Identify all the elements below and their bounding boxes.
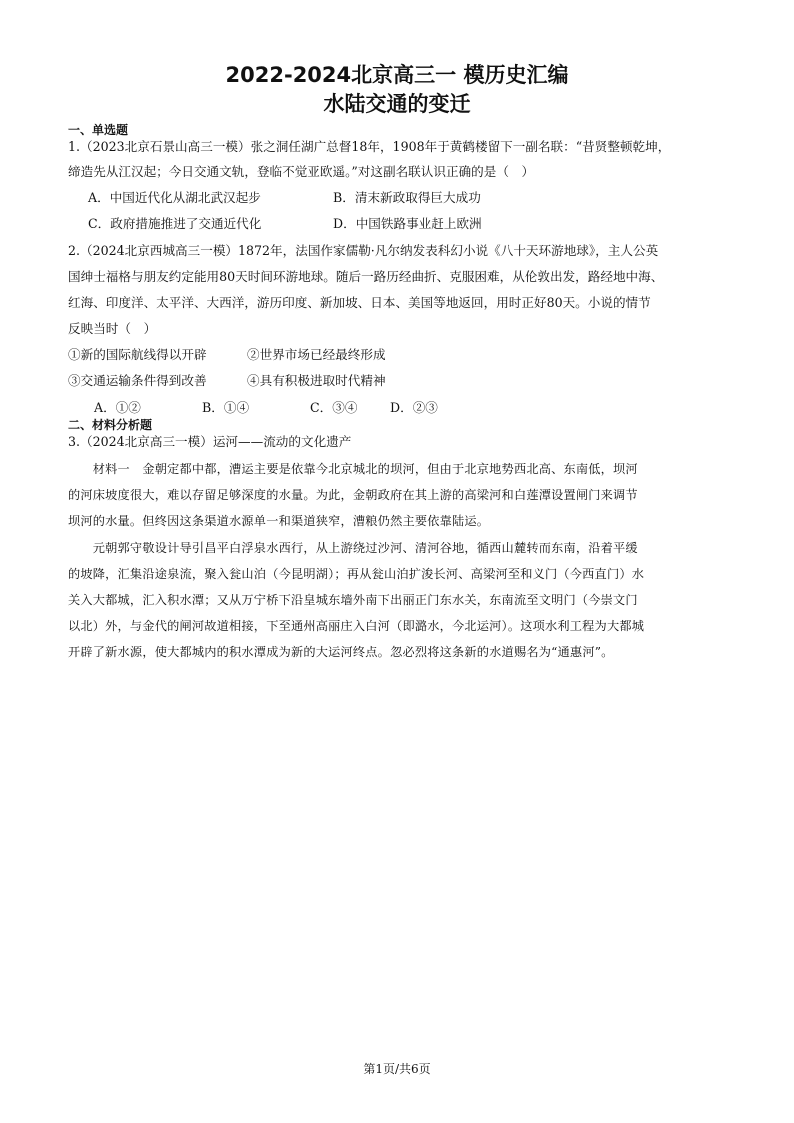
question-2-statement-3: ③交通运输条件得到改善 — [68, 373, 207, 388]
question-1-option-a: A．中国近代化从湖北武汉起步 — [88, 190, 261, 205]
material-2-line-2: 的坡降，汇集沿途泉流，聚入瓮山泊（今昆明湖）；再从瓮山泊扩浚长河、高梁河至和义门（今西直门）水 — [68, 567, 645, 581]
question-2-stem-line-3: 红海、印度洋、太平洋、大西洋，游历印度、新加坡、日本、美国等地返回，用时正好80天。小说的情节 — [68, 295, 651, 310]
material-2-line-1: 元朝郭守敬设计导引昌平白浮泉水西行，从上游绕过沙河、清河谷地，循西山麓转而东南，沿着平缓 — [68, 541, 638, 555]
material-2-line-4: 以北）外，与金代的闸河故道相接，下至通州高丽庄入白河（即潞水，今北运河）。这项水利工程为大都城 — [68, 619, 645, 633]
question-2-option-d: D．②③ — [390, 400, 438, 415]
question-2-stem-line-4: 反映当时（ ） — [68, 321, 157, 336]
material-2-line-3: 关入大都城，汇入积水潭；又从万宁桥下沿皇城东墙外南下出丽正门东水关，东南流至文明门（今崇文门 — [68, 593, 638, 607]
section-heading-single-choice: 一、单选题 — [68, 123, 129, 137]
material-2-line-5: 开辟了新水源，使大都城内的积水潭成为新的大运河终点。忽必烈将这条新的水道赐名为“通惠河”。 — [68, 645, 614, 659]
question-1-option-d: D．中国铁路事业赶上欧洲 — [333, 216, 482, 231]
question-2-stem-line-2: 国绅士福格与朋友约定能用80天时间环游地球。随后一路历经曲折、克服困难，从伦敦出发，路经地中海、 — [68, 269, 664, 284]
question-1-stem-line-1: 1.（2023北京石景山高三一模）张之洞任湖广总督18年，1908年于黄鹤楼留下一副名联：“昔贤整顿乾坤， — [68, 139, 671, 154]
question-2-option-b: B．①④ — [202, 400, 250, 415]
question-1-stem-line-2: 缔造先从江汉起；今日交通文轨，登临不觉亚欧遥。”对这副名联认识正确的是（ ） — [68, 164, 535, 179]
document-title: 2022-2024北京高三一 模历史汇编 — [225, 63, 569, 87]
question-1-option-c: C．政府措施推进了交通近代化 — [88, 216, 262, 231]
material-1-line-1: 材料一 金朝定都中都，漕运主要是依靠今北京城北的坝河，但由于北京地势西北高、东南低，坝河 — [68, 462, 638, 476]
section-heading-material-analysis: 二、材料分析题 — [68, 418, 153, 432]
question-2-statement-4: ④具有积极进取时代精神 — [247, 373, 386, 388]
question-1-option-b: B．清末新政取得巨大成功 — [333, 190, 481, 205]
page-number: 第1页/共6页 — [363, 1062, 431, 1076]
question-3-heading: 3.（2024北京高三一模）运河——流动的文化遗产 — [68, 434, 352, 449]
document-subtitle: 水陆交通的变迁 — [323, 92, 471, 116]
question-2-stem-line-1: 2.（2024北京西城高三一模）1872年，法国作家儒勒·凡尔纳发表科幻小说《八十天环游地球》，主人公英 — [68, 243, 659, 258]
question-2-option-c: C．③④ — [310, 400, 358, 415]
material-1-line-3: 坝河的水量。但终因这条渠道水源单一和渠道狭窄，漕粮仍然主要依靠陆运。 — [68, 514, 490, 528]
material-1-line-2: 的河床坡度很大，难以存留足够深度的水量。为此，金朝政府在其上游的高梁河和白莲潭设置闸门来调节 — [68, 488, 638, 502]
question-2-option-a: A．①② — [94, 400, 141, 415]
question-2-statement-2: ②世界市场已经最终形成 — [247, 347, 386, 362]
question-2-statement-1: ①新的国际航线得以开辟 — [68, 347, 207, 362]
